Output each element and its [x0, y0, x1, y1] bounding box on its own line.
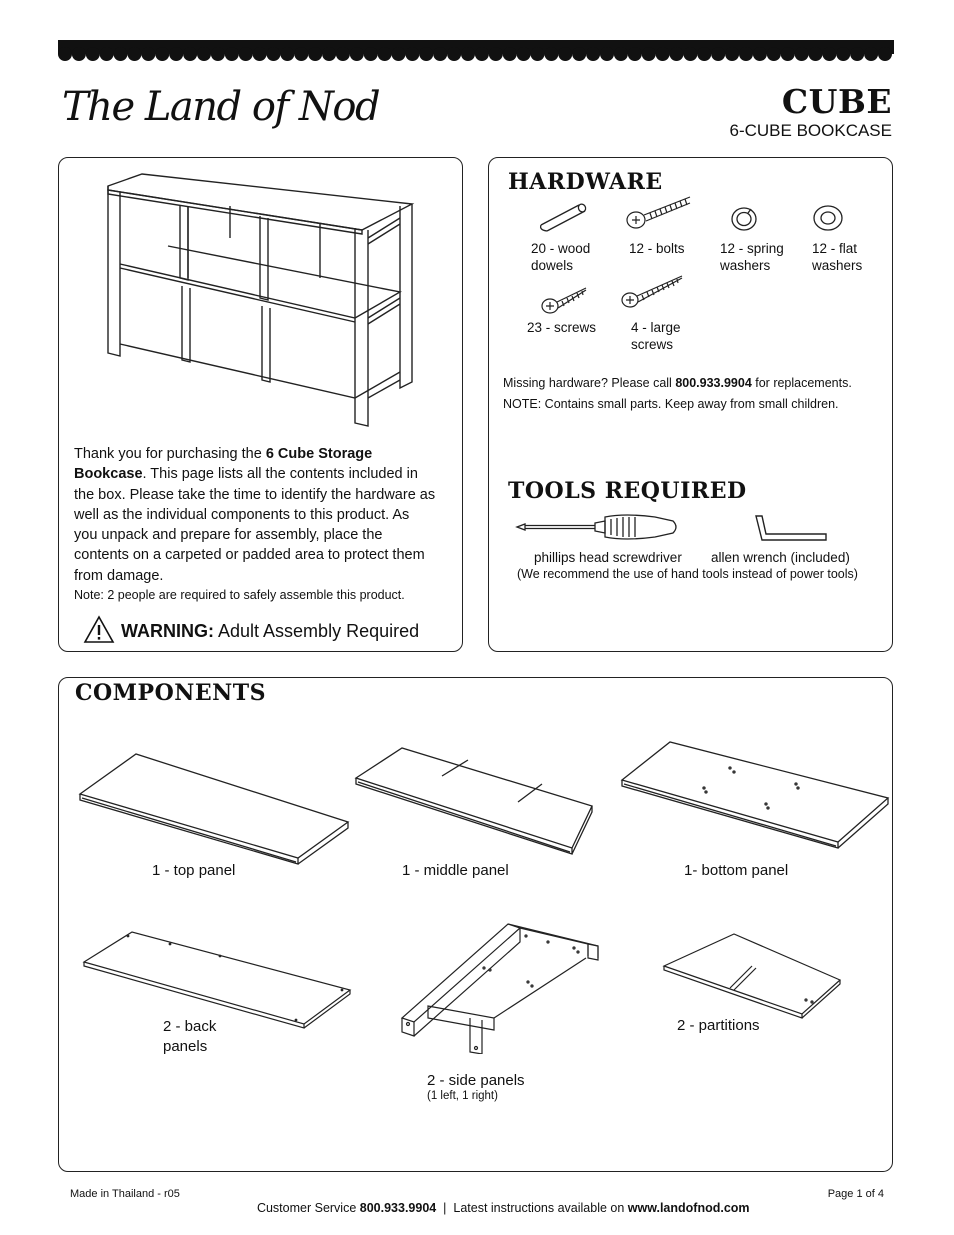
tools-note: (We recommend the use of hand tools instead of power tools) [517, 567, 858, 581]
bookcase-illustration [100, 168, 420, 428]
intro-product-name-2: Bookcase [74, 466, 143, 483]
missing-hardware-text [503, 376, 852, 390]
tools-heading: TOOLS REQUIRED [508, 478, 747, 504]
component-label-top-panel: 1 - top panel [152, 862, 236, 879]
hardware-label-line: 12 - bolts [629, 241, 685, 256]
intro-line: well as the individual components to this product. As [74, 506, 410, 523]
intro-note: Note: 2 people are required to safely assemble this product. [74, 588, 405, 603]
scalloped-banner [58, 40, 894, 66]
intro-line: contents on a carpeted or padded area to protect them [74, 547, 425, 564]
hardware-label-spring-washers [720, 241, 784, 274]
wood-dowel-icon [535, 199, 591, 233]
flat-washer-icon [812, 203, 844, 233]
intro-line: you unpack and prepare for assembly, place the [74, 527, 383, 544]
hardware-label-large-screws [631, 320, 681, 353]
hardware-label-line: washers [812, 257, 863, 273]
intro-text [74, 444, 454, 604]
footer-page-number: Page 1 of 4 [827, 1188, 884, 1200]
intro-product-name: 6 Cube Storage [265, 446, 373, 462]
bolt-icon [624, 193, 694, 233]
intro-line-2: . This page lists all the contents included in [142, 466, 418, 483]
intro-line: from damage. [74, 567, 164, 584]
allen-wrench-icon [752, 512, 832, 546]
component-label-middle-panel: 1 - middle panel [402, 862, 509, 879]
component-label-back-panels [163, 1017, 216, 1056]
hardware-label-line: 20 - wood [531, 241, 591, 256]
product-title: CUBE [781, 82, 892, 121]
hardware-label-flat-washers [812, 241, 862, 274]
brand-logo: The Land of Nod [62, 84, 380, 130]
side-panel-drawing [398, 922, 602, 1054]
footer-service-middle: | Latest instructions available on [436, 1201, 628, 1215]
tool-label-allen-wrench: allen wrench (included) [711, 550, 850, 565]
footer-service [250, 1187, 750, 1215]
hardware-label-dowels [531, 241, 590, 274]
components-heading: COMPONENTS [75, 680, 266, 706]
screwdriver-icon [515, 512, 681, 542]
hardware-heading: HARDWARE [508, 169, 663, 195]
missing-hardware-phone: 800.933.9904 [675, 376, 752, 390]
component-label-bottom-panel: 1- bottom panel [684, 862, 789, 879]
missing-hardware-prefix: Missing hardware? Please call [503, 376, 676, 390]
footer-made-in: Made in Thailand - r05 [70, 1188, 180, 1200]
tool-label-screwdriver: phillips head screwdriver [534, 550, 682, 565]
component-label-side-panels [427, 1072, 525, 1102]
warning-label: WARNING: [121, 621, 214, 641]
spring-washer-icon [729, 204, 759, 234]
middle-panel-drawing [354, 744, 594, 856]
warning-icon [83, 615, 115, 644]
footer-website-link[interactable]: www.landofnod.com [627, 1201, 750, 1215]
partitions-drawing [662, 930, 842, 1022]
hardware-label-screws [527, 320, 596, 337]
component-label-line: 2 - back [163, 1018, 217, 1035]
footer-service-prefix: Customer Service [256, 1201, 360, 1215]
hardware-label-line: washers [720, 257, 771, 273]
large-screw-icon [620, 272, 686, 312]
hardware-label-line: screws [631, 336, 674, 352]
component-label-line: panels [163, 1037, 208, 1055]
hardware-label-line: 4 - large [631, 320, 681, 335]
warning-message: Adult Assembly Required [214, 621, 420, 641]
intro-line: the box. Please take the time to identify the hardware as [74, 486, 436, 503]
component-sublabel: (1 left, 1 right) [427, 1090, 498, 1102]
hardware-label-line: 12 - flat [812, 241, 858, 256]
component-label-line: 2 - side panels [427, 1072, 525, 1089]
hardware-label-bolts [629, 241, 685, 258]
intro-line-1a: Thank you for purchasing the [74, 446, 266, 462]
component-label-partitions: 2 - partitions [677, 1017, 760, 1034]
top-panel-drawing [78, 748, 350, 866]
hardware-label-line: 23 - screws [527, 320, 597, 335]
warning-text [121, 621, 419, 642]
screw-icon [540, 284, 590, 318]
hardware-label-line: dowels [531, 257, 574, 273]
small-parts-note: NOTE: Contains small parts. Keep away from small children. [503, 397, 839, 411]
bottom-panel-drawing [620, 740, 890, 852]
product-subtitle: 6-CUBE BOOKCASE [729, 121, 892, 140]
footer-phone: 800.933.9904 [359, 1201, 437, 1215]
missing-hardware-suffix: for replacements. [751, 376, 852, 390]
hardware-label-line: 12 - spring [720, 241, 784, 256]
